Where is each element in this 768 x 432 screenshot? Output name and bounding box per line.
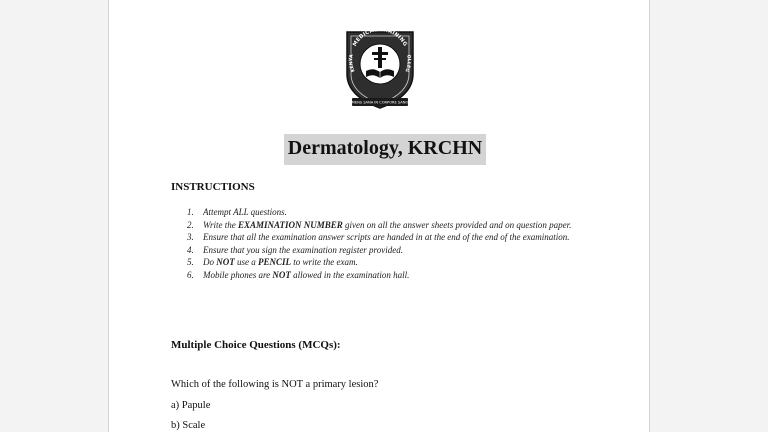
instruction-emphasis: NOT — [216, 257, 235, 268]
instruction-item — [179, 269, 589, 282]
document-title: Dermatology, KRCHN — [284, 134, 486, 165]
instruction-text: Do — [203, 257, 217, 268]
instruction-text: Write the — [203, 219, 238, 230]
question-text: Which of the following is NOT a primary lesion? — [171, 379, 379, 390]
crest-arc-top-text: MEDICAL TRAINING — [351, 26, 409, 48]
mcq-heading: Multiple Choice Questions (MCQs): — [171, 339, 341, 351]
option-b: b) Scale — [171, 420, 206, 431]
instruction-number: 3. — [187, 232, 194, 243]
instruction-text: to write the exam. — [291, 257, 358, 268]
crest-arc-left-text: KENYA — [349, 54, 357, 73]
instruction-emphasis: NOT — [272, 269, 291, 280]
instruction-item — [179, 256, 589, 269]
instruction-item — [179, 244, 589, 257]
instruction-emphasis: EXAMINATION NUMBER — [238, 219, 343, 230]
instruction-item — [179, 231, 589, 244]
instruction-item — [179, 219, 589, 232]
instruction-number: 1. — [187, 207, 194, 217]
instructions-list — [179, 206, 589, 282]
instruction-text: Mobile phones are — [203, 269, 273, 280]
instruction-text: Ensure that all the examination answer scripts are handed in at the end of the end of the examination. — [203, 232, 570, 243]
instruction-text: use a — [234, 257, 258, 268]
instructions-heading: INSTRUCTIONS — [171, 181, 255, 193]
instruction-text: allowed in the examination hall. — [290, 269, 410, 280]
document-page — [108, 0, 650, 432]
instruction-number: 5. — [187, 257, 194, 268]
crest-motto-ribbon: MENS SANA IN CORPORE SANO — [351, 100, 409, 105]
instruction-number: 6. — [187, 269, 194, 280]
instruction-item — [179, 206, 589, 219]
instruction-number: 2. — [187, 219, 194, 230]
instruction-emphasis: PENCIL — [258, 257, 292, 268]
instruction-text: given on all the answer sheets provided and on question paper. — [342, 219, 572, 230]
crest-arc-right-text: OLLEG — [403, 54, 411, 73]
option-a: a) Papule — [171, 400, 211, 411]
instruction-text: Attempt ALL questions. — [203, 207, 287, 217]
instruction-text: Ensure that you sign the examination register provided. — [203, 244, 403, 255]
instruction-number: 4. — [187, 244, 194, 255]
college-crest-logo — [341, 24, 419, 112]
